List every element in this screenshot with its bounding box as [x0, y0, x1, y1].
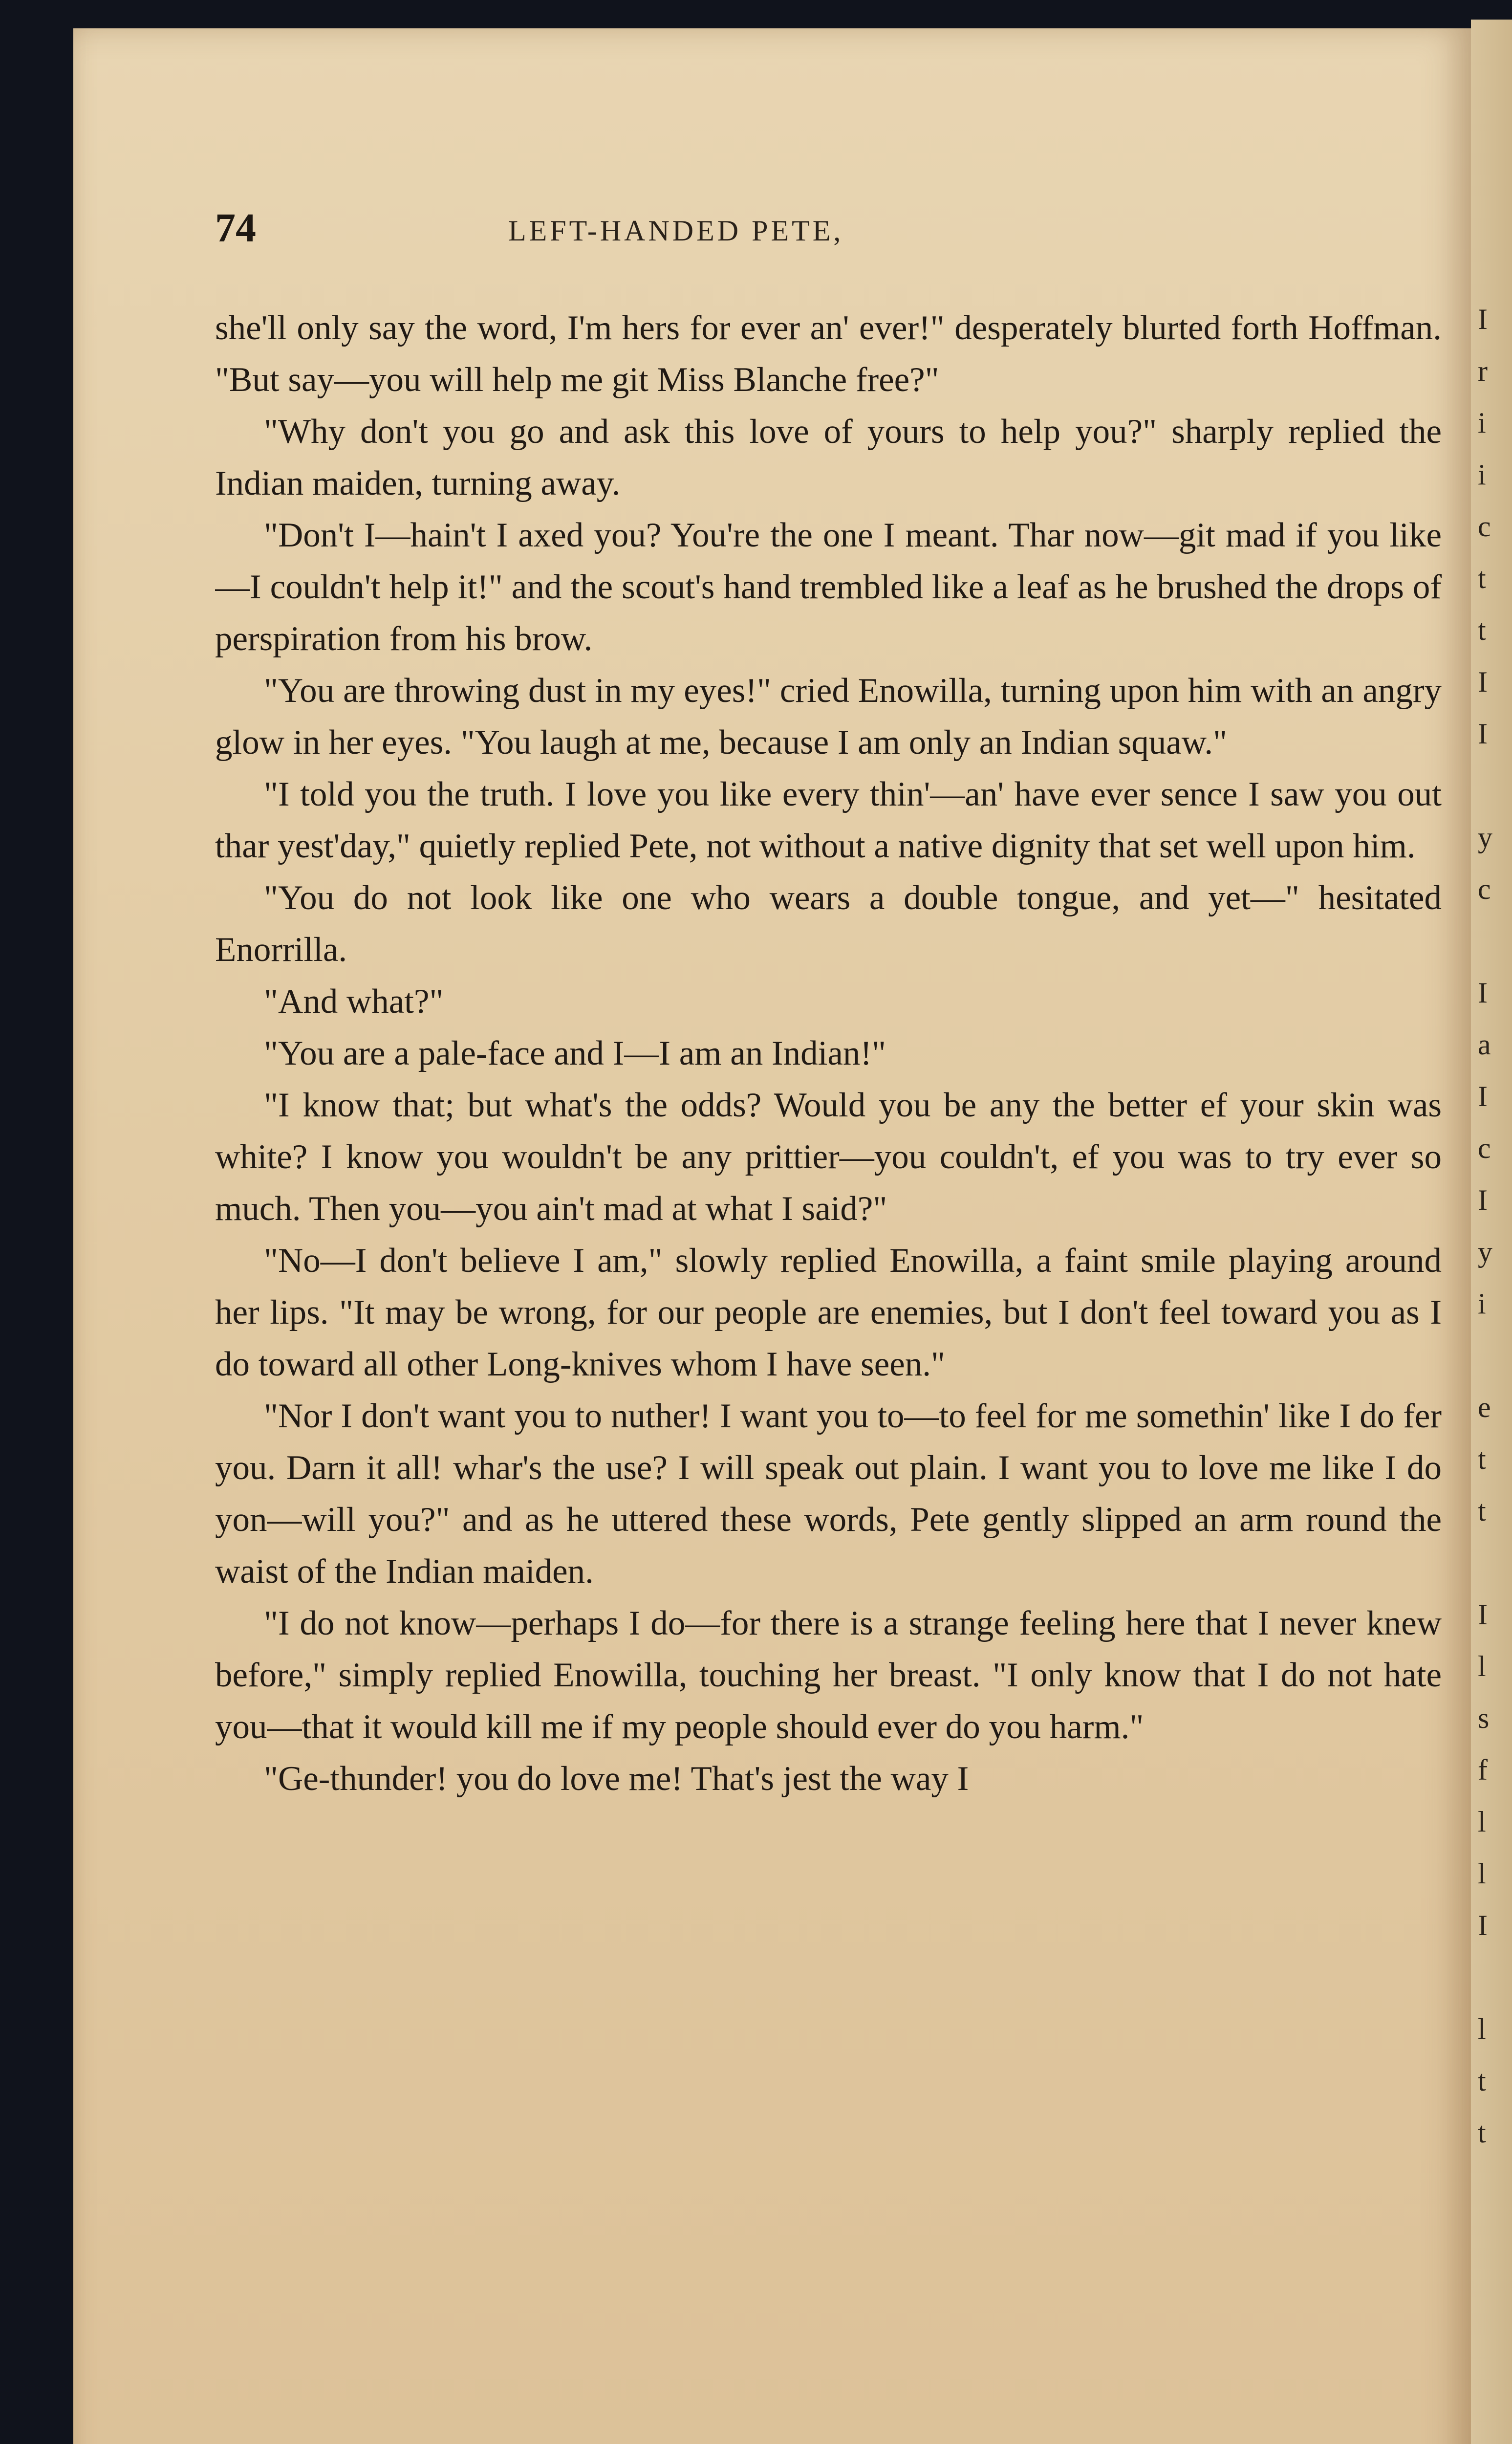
paragraph: "I do not know—perhaps I do—for there is a strange feeling here that I never knew before," simply replied Enowilla, touching her breast. "I only know that I do not hate you—that it would kill me if my people should ever do you harm." [215, 1604, 1442, 1746]
paragraph: "Ge-thunder! you do love me! That's jest the way I [264, 1760, 969, 1798]
page-header [215, 195, 1447, 263]
running-head: LEFT-HANDED PETE, [508, 215, 844, 247]
paragraph: "Why don't you go and ask this love of yours to help you?" sharply replied the Indian maiden, turning away. [215, 413, 1442, 502]
paragraph: she'll only say the word, I'm hers for ever an' ever!" desperately blurted forth Hoffman. "But say—you will help me git Miss Blanche free?" [215, 309, 1442, 399]
paragraph: "You do not look like one who wears a double tongue, and yet—" hesitated Enorrilla. [215, 879, 1442, 969]
paragraph: "I know that; but what's the odds? Would you be any the better ef your skin was white? I know you wouldn't be any prittier—you couldn't, ef you was to try ever so much. Then you—you ain't mad at what I said?" [215, 1086, 1442, 1228]
page-number: 74 [215, 205, 256, 251]
facing-page-edge [1471, 20, 1512, 2444]
body-text [215, 302, 1442, 2444]
paragraph: "You are throwing dust in my eyes!" cried Enowilla, turning upon him with an angry glow in her eyes. "You laugh at me, because I am only an Indian squaw." [215, 672, 1442, 762]
paragraph: "I told you the truth. I love you like every thin'—an' have ever sence I saw you out thar yest'day," quietly replied Pete, not without a native dignity that set well upon him. [215, 775, 1442, 865]
facing-page-edge-text: I r i i c t t I I y c I a I c I y i e t t I l s f l l I l t t [1478, 303, 1492, 2149]
paragraph: "Don't I—hain't I axed you? You're the one I meant. Thar now—git mad if you like—I couldn't help it!" and the scout's hand trembled like a leaf as he brushed the drops of perspiration from his brow. [215, 516, 1442, 658]
paragraph: "You are a pale-face and I—I am an Indian!" [264, 1034, 886, 1072]
paragraph: "No—I don't believe I am," slowly replied Enowilla, a faint smile playing around her lips. "It may be wrong, for our people are enemies, but I don't feel toward you as I do toward all other Long-knives whom I have seen." [215, 1242, 1442, 1383]
paragraph: "Nor I don't want you to nuther! I want you to—to feel for me somethin' like I do fer you. Darn it all! whar's the use? I will speak out plain. I want you to love me like I do yon—will you?" and as he uttered these words, Pete gently slipped an arm round the waist of the Indian maiden. [215, 1397, 1442, 1591]
book-page [73, 28, 1471, 2444]
paragraph: "And what?" [264, 982, 444, 1021]
